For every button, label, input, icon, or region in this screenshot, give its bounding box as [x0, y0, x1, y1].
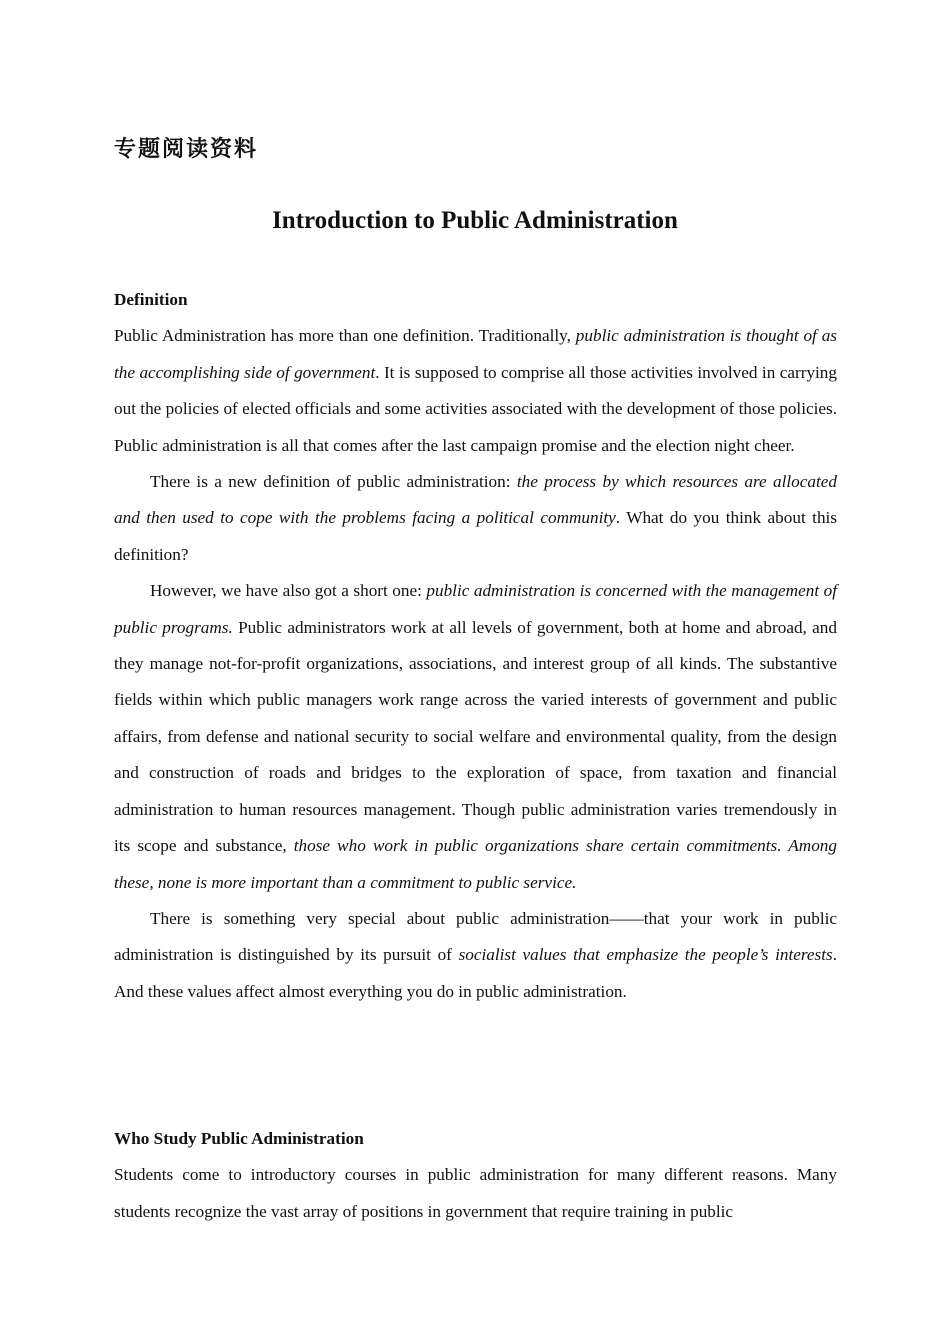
text-run: . What do you think about this definition? [114, 508, 837, 564]
text-run: There is something very special about public administration——that your work in public administration is distinguished by its pursuit of [114, 908, 837, 965]
text-run: . It is supposed to comprise all those activities involved in carrying out the policies of elected officials and some activities associated with the development of those policies. Public administration is all that comes after the last campaign promise and the election night cheer. [114, 362, 837, 455]
document-title: Introduction to Public Administration [272, 207, 678, 234]
paragraph [114, 464, 837, 573]
italic-text: public administration is concerned with the management of public programs. [114, 581, 837, 637]
section-paragraphs [114, 318, 837, 1010]
section-paragraphs [114, 1157, 837, 1230]
text-run: However, we have also got a short one: [150, 581, 427, 601]
italic-text: those who work in public organizations share certain commitments. Among these, none is more important than a commitment to public service. [114, 836, 837, 892]
section-heading: Who Study Public Administration [114, 1129, 364, 1148]
text-run: Public administrators work at all levels of government, both at home and abroad, and they manage not-for-profit organizations, associations, and interest group of all kinds. The substantive fields within which public managers work range across the varied interests of government and public affairs, from defense and national security to social welfare and environmental quality, from the design and construction of roads and bridges to the exploration of space, from taxation and financial administration to human resources management. Though public administration varies tremendously in its scope and substance, [114, 617, 837, 856]
paragraph [114, 1157, 837, 1230]
paragraph [114, 318, 837, 464]
italic-text: public administration is thought of as the accomplishing side of government [114, 326, 837, 382]
text-run: Students come to introductory courses in public administration for many different reasons. Many students recognize the vast array of positions in government that require training in public [114, 1165, 837, 1221]
text-run: . And these values affect almost everything you do in public administration. [114, 945, 837, 1001]
text-run: There is a new definition of public administration: [150, 472, 517, 492]
section-definition [114, 282, 837, 1010]
paragraph [114, 573, 837, 901]
paragraph [114, 901, 837, 1010]
section-heading: Definition [114, 290, 188, 309]
section-who-study [114, 1121, 837, 1230]
text-run: Public Administration has more than one definition. Traditionally, [114, 326, 576, 346]
italic-text: the process by which resources are allocated and then used to cope with the problems facing a political community [114, 472, 837, 528]
italic-text: socialist values that emphasize the people’s interests [458, 945, 833, 965]
document-header-label: 专题阅读资料 [114, 136, 259, 162]
